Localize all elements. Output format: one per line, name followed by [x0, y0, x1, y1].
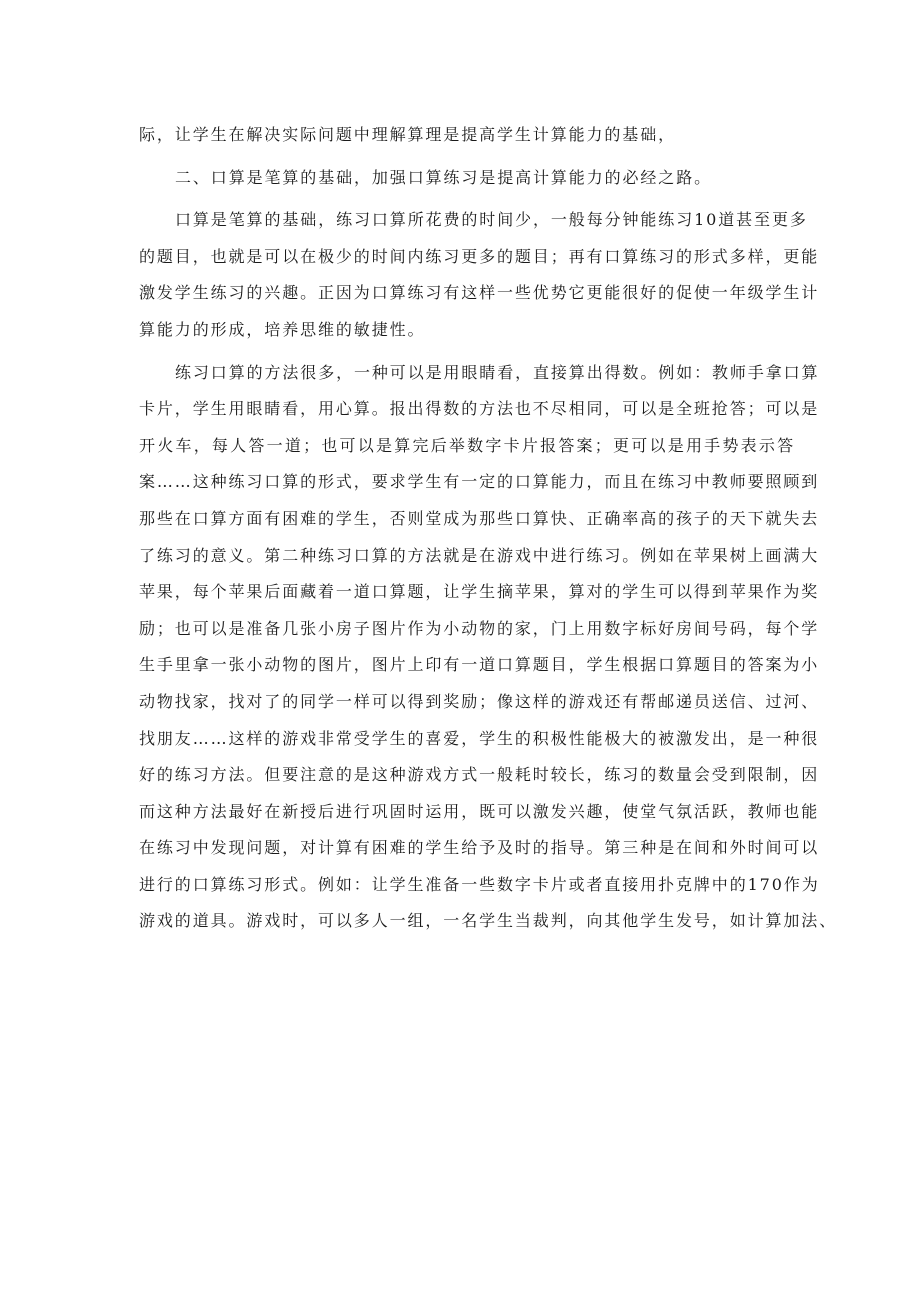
text-line: 开火车，每人答一道；也可以是算完后举数字卡片报答案；更可以是用手势表示答: [139, 435, 795, 455]
text-line: 了练习的意义。第二种练习口算的方法就是在游戏中进行练习。例如在苹果树上画满大: [139, 545, 820, 565]
text-line: 卡片，学生用眼睛看，用心算。报出得数的方法也不尽相同，可以是全班抢答；可以是: [139, 399, 820, 419]
text-line: 那些在口算方面有困难的学生，否则堂成为那些口算快、正确率高的孩子的天下就失去: [139, 508, 820, 528]
text-line: 练习口算的方法很多，一种可以是用眼睛看，直接算出得数。例如：教师手拿口算: [175, 362, 820, 382]
text-line: 好的练习方法。但要注意的是这种游戏方式一般耗时较长，练习的数量会受到限制，因: [139, 765, 820, 785]
text-line: 激发学生练习的兴趣。正因为口算练习有这样一些优势它更能很好的促使一年级学生计: [139, 283, 820, 303]
text-line: 游戏的道具。游戏时，可以多人一组，一名学生当裁判，向其他学生发号，如计算加法、: [139, 911, 838, 931]
text-line: 励；也可以是准备几张小房子图片作为小动物的家，门上用数字标好房间号码，每个学: [139, 618, 820, 638]
text-line: 算能力的形成，培养思维的敏捷性。: [139, 319, 426, 339]
text-line: 案……这种练习口算的形式，要求学生有一定的口算能力，而且在练习中教师要照顾到: [139, 472, 820, 492]
text-line: 进行的口算练习形式。例如：让学生准备一些数字卡片或者直接用扑克牌中的170作为: [139, 874, 820, 894]
text-line: 口算是笔算的基础，练习口算所花费的时间少，一般每分钟能练习10道甚至更多: [175, 210, 808, 230]
text-line: 际，让学生在解决实际问题中理解算理是提高学生计算能力的基础，: [139, 125, 677, 144]
text-line: 而这种方法最好在新授后进行巩固时运用，既可以激发兴趣，使堂气氛活跃，教师也能: [139, 801, 820, 821]
text-line: 苹果，每个苹果后面藏着一道口算题，让学生摘苹果，算对的学生可以得到苹果作为奖: [139, 582, 820, 602]
body-text: [139, 117, 838, 940]
text-line: 动物找家，找对了的同学一样可以得到奖励；像这样的游戏还有帮邮递员送信、过河、: [139, 691, 820, 711]
text-line: 找朋友……这样的游戏非常受学生的喜爱，学生的积极性能极大的被激发出，是一种很: [139, 728, 820, 748]
section-heading: 二、口算是笔算的基础，加强口算练习是提高计算能力的必经之路。: [175, 167, 713, 187]
text-line: 的题目，也就是可以在极少的时间内练习更多的题目；再有口算练习的形式多样，更能: [139, 246, 820, 266]
text-line: 生手里拿一张小动物的图片，图片上印有一道口算题目，学生根据口算题目的答案为小: [139, 655, 820, 675]
text-line: 在练习中发现问题，对计算有困难的学生给予及时的指导。第三种是在间和外时间可以: [139, 838, 820, 858]
